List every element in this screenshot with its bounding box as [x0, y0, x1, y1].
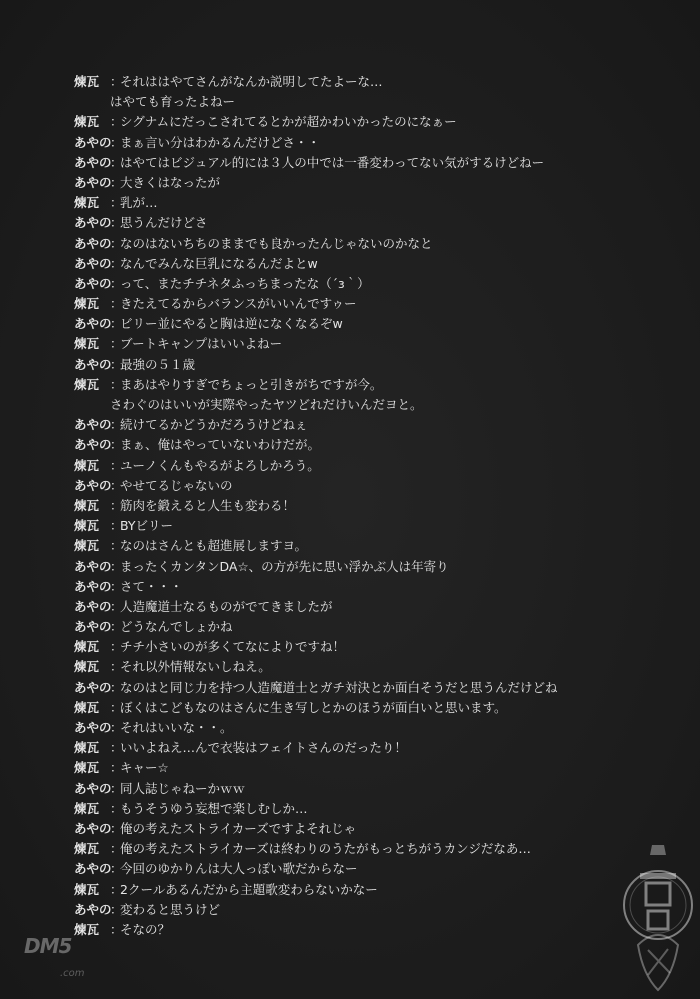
- dialogue-line: [74, 476, 674, 496]
- dialogue-text: もうそうゆう妄想で楽しむしか…: [120, 800, 308, 816]
- speaker-name: 煉瓦: [74, 740, 100, 756]
- speaker-name: 煉瓦: [74, 114, 100, 130]
- speaker-name: あやの: [74, 598, 112, 614]
- dialogue-line: [74, 133, 674, 153]
- dialogue-text: まったくカンタンDA☆、の方が先に思い浮かぶ人は年寄り: [120, 558, 449, 574]
- speaker-name: あやの: [74, 215, 112, 231]
- dialogue-text: シグナムにだっこされてるとかが超かわいかったのになぁー: [120, 114, 457, 130]
- dialogue-line: [74, 496, 674, 516]
- dialogue-line: [74, 718, 674, 738]
- dialogue-line: [74, 577, 674, 597]
- speaker-separator: ：: [110, 336, 123, 352]
- dialogue-text: いいよねえ…んで衣装はフェイトさんのだったり！: [120, 740, 407, 756]
- speaker-separator: ：: [110, 598, 123, 614]
- speaker-name: あやの: [74, 820, 112, 836]
- speaker-name: 煉瓦: [74, 336, 100, 352]
- dm5-domain-watermark: .com: [60, 968, 85, 979]
- dialogue-line: [74, 880, 674, 900]
- speaker-separator: ：: [110, 215, 123, 231]
- speaker-separator: ：: [110, 699, 123, 715]
- dialogue-text: それははやてさんがなんか説明してたよーな…: [120, 74, 383, 89]
- dialogue-text: チチ小さいのが多くてなによりですね！: [120, 639, 346, 655]
- dialogue-line: [74, 415, 674, 435]
- dialogue-line: [74, 274, 674, 294]
- dialogue-text: きたえてるからバランスがいいんですゥー: [120, 296, 357, 312]
- dm5-watermark: DM5: [24, 934, 72, 958]
- speaker-name: あやの: [74, 901, 112, 917]
- dialogue-line: [74, 213, 674, 233]
- speaker-separator: ：: [110, 174, 123, 190]
- dialogue-text: 今回のゆかりんは大人っぽい歌だからなー: [120, 861, 358, 877]
- speaker-name: 煉瓦: [74, 457, 100, 473]
- dialogue-text: そなの？: [120, 921, 171, 937]
- speaker-separator: ：: [110, 134, 123, 150]
- speaker-name: あやの: [74, 437, 112, 453]
- speaker-name: 煉瓦: [74, 800, 100, 816]
- speaker-separator: ：: [110, 639, 123, 655]
- dialogue-text: 筋肉を鍛えると人生も変わる！: [120, 497, 296, 513]
- dialogue-line: [74, 92, 674, 112]
- dialogue-text: 変わると思うけど: [120, 901, 221, 917]
- dialogue-text: 俺の考えたストライカーズですよそれじゃ: [120, 820, 357, 836]
- speaker-name: あやの: [74, 275, 112, 291]
- speaker-separator: ：: [110, 921, 123, 937]
- speaker-separator: ：: [110, 619, 123, 635]
- speaker-name: 煉瓦: [74, 659, 100, 675]
- speaker-name: 煉瓦: [74, 376, 100, 392]
- dialogue-text: まぁ言い分はわかるんだけどさ・・: [120, 134, 321, 150]
- speaker-name: 煉瓦: [74, 760, 100, 776]
- dialogue-text: BYビリー: [120, 518, 174, 534]
- dialogue-line: [74, 536, 674, 556]
- speaker-separator: ：: [110, 659, 123, 675]
- speaker-separator: ：: [110, 780, 123, 796]
- dialogue-line: [74, 435, 674, 455]
- speaker-separator: ：: [110, 114, 123, 130]
- speaker-name: あやの: [74, 356, 112, 372]
- speaker-name: 煉瓦: [74, 195, 100, 211]
- dialogue-line: [74, 920, 674, 940]
- dialogue-text: ビリー並にやると胸は逆になくなるぞw: [120, 316, 343, 332]
- dialogue-text: ブートキャンプはいいよねー: [120, 336, 283, 352]
- dialogue-line: [74, 456, 674, 476]
- speaker-separator: ：: [110, 497, 123, 513]
- dialogue-text: ぼくはこどもなのはさんに生き写しとかのほうが面白いと思います。: [120, 699, 507, 715]
- dialogue-line: [74, 516, 674, 536]
- dialogue-line: [74, 657, 674, 677]
- speaker-separator: ：: [110, 538, 123, 554]
- speaker-name: あやの: [74, 477, 112, 493]
- dialogue-text: さて・・・: [120, 578, 183, 594]
- speaker-separator: ：: [110, 154, 123, 170]
- dialogue-text: はやても育ったよねー: [110, 94, 236, 110]
- speaker-separator: ：: [110, 800, 123, 816]
- speaker-separator: ：: [110, 255, 123, 271]
- dialogue-text: 人造魔道士なるものがでてきましたが: [120, 598, 333, 614]
- speaker-name: あやの: [74, 720, 112, 735]
- dialogue-line: [74, 355, 674, 375]
- speaker-separator: ：: [110, 437, 123, 453]
- dialogue-line: [74, 758, 674, 778]
- speaker-name: あやの: [74, 558, 112, 574]
- speaker-separator: ：: [110, 457, 123, 473]
- speaker-separator: ：: [110, 578, 123, 594]
- dialogue-text: まぁ、俺はやっていないわけだが。: [120, 437, 321, 453]
- speaker-separator: ：: [110, 841, 123, 857]
- dialogue-line: [74, 900, 674, 920]
- speaker-name: あやの: [74, 174, 112, 190]
- dialogue-line: [74, 637, 674, 657]
- dialogue-line: [74, 153, 674, 173]
- dialogue-text: なのはないちちのままでも良かったんじゃないのかなと: [120, 235, 433, 251]
- speaker-name: あやの: [74, 679, 112, 695]
- speaker-separator: ：: [110, 881, 123, 897]
- yuri-seal-watermark: [618, 845, 696, 995]
- speaker-name: 煉瓦: [74, 921, 100, 937]
- dialogue-line: [74, 779, 674, 799]
- dialogue-text: キャー☆: [120, 760, 169, 776]
- dialogue-text: 2クールあるんだから主題歌変わらないかなー: [120, 881, 378, 897]
- speaker-separator: ：: [110, 356, 123, 372]
- dialogue-line: [74, 234, 674, 254]
- speaker-name: 煉瓦: [74, 497, 100, 513]
- speaker-name: あやの: [74, 316, 112, 332]
- speaker-separator: ：: [110, 195, 123, 211]
- speaker-separator: ：: [110, 820, 123, 836]
- dialogue-text: 思うんだけどさ: [120, 215, 208, 231]
- dialogue-text: さわぐのはいいが実際やったヤツどれだけいんだヨと。: [110, 397, 423, 412]
- dialogue-line: [74, 617, 674, 637]
- dialogue-text: 最強の５１歳: [120, 356, 196, 372]
- dialogue-line: [74, 738, 674, 758]
- speaker-separator: ：: [110, 760, 123, 776]
- speaker-separator: ：: [110, 679, 123, 695]
- speaker-separator: ：: [110, 417, 123, 433]
- speaker-name: あやの: [74, 578, 112, 594]
- dialogue-line: [74, 859, 674, 879]
- dialogue-line: [74, 294, 674, 314]
- speaker-name: あやの: [74, 255, 112, 271]
- dialogue-text: なのはと同じ力を持つ人造魔道士とガチ対決とか面白そうだと思うんだけどね: [120, 679, 558, 695]
- speaker-name: あやの: [74, 235, 112, 251]
- speaker-separator: ：: [110, 477, 123, 493]
- speaker-separator: ：: [110, 901, 123, 917]
- dialogue-text: はやてはビジュアル的には３人の中では一番変わってない気がするけどねー: [120, 154, 545, 170]
- speaker-name: あやの: [74, 134, 112, 150]
- speaker-separator: ：: [110, 235, 123, 251]
- dialogue-line: [74, 72, 674, 92]
- speaker-separator: ：: [110, 275, 123, 291]
- speaker-name: 煉瓦: [74, 518, 100, 534]
- dialogue-text: ユーノくんもやるがよろしかろう。: [120, 457, 320, 473]
- speaker-separator: ：: [110, 376, 123, 392]
- dialogue-line: [74, 557, 674, 577]
- speaker-separator: ：: [110, 740, 123, 756]
- speaker-name: 煉瓦: [74, 296, 100, 312]
- speaker-separator: ：: [110, 518, 123, 534]
- dialogue-line: [74, 254, 674, 274]
- speaker-separator: ：: [110, 296, 123, 312]
- speaker-name: あやの: [74, 417, 112, 433]
- dialogue-line: [74, 334, 674, 354]
- dialogue-text: どうなんでしょかね: [120, 619, 233, 635]
- speaker-separator: ：: [110, 74, 123, 89]
- dialogue-line: [74, 395, 674, 415]
- dialogue-text: なのはさんとも超進展しますヨ。: [120, 538, 308, 554]
- speaker-name: あやの: [74, 619, 112, 635]
- dialogue-line: [74, 375, 674, 395]
- dialogue-line: [74, 173, 674, 193]
- speaker-name: あやの: [74, 780, 112, 796]
- dialogue-text: 乳が…: [120, 195, 158, 211]
- dialogue-line: [74, 597, 674, 617]
- dialogue-line: [74, 112, 674, 132]
- dialogue-line: [74, 819, 674, 839]
- speaker-name: 煉瓦: [74, 639, 100, 655]
- dialogue-text: それ以外情報ないしねえ。: [120, 659, 271, 675]
- dialogue-line: [74, 698, 674, 718]
- dialogue-text: 俺の考えたストライカーズは終わりのうたがもっとちがうカンジだなあ…: [120, 841, 531, 857]
- speaker-separator: ：: [110, 720, 123, 735]
- speaker-name: あやの: [74, 154, 112, 170]
- speaker-name: あやの: [74, 861, 112, 877]
- dialogue-text: 続けてるかどうかだろうけどねぇ: [120, 417, 308, 433]
- speaker-name: 煉瓦: [74, 538, 100, 554]
- dialogue-text: まあはやりすぎでちょっと引きがちですが今。: [120, 376, 383, 392]
- dialogue-text: やせてるじゃないの: [120, 477, 233, 493]
- dialogue-text: って、またチチネタふっちまったな（´з｀）: [120, 275, 370, 291]
- dialogue-line: [74, 799, 674, 819]
- dialogue-text: 同人誌じゃねーかｗｗ: [120, 780, 246, 796]
- dialogue-line: [74, 314, 674, 334]
- dialogue-line: [74, 839, 674, 859]
- speaker-name: 煉瓦: [74, 699, 100, 715]
- speaker-name: 煉瓦: [74, 74, 100, 89]
- dialogue-text: なんでみんな巨乳になるんだよとw: [120, 255, 318, 271]
- speaker-separator: ：: [110, 558, 123, 574]
- speaker-name: 煉瓦: [74, 881, 100, 897]
- speaker-name: 煉瓦: [74, 841, 100, 857]
- speaker-separator: ：: [110, 861, 123, 877]
- dialogue-line: [74, 193, 674, 213]
- dialogue-text: それはいいな・・。: [120, 720, 233, 735]
- dialogue-line: [74, 678, 674, 698]
- dialogue-transcript: [74, 72, 674, 940]
- speaker-separator: ：: [110, 316, 123, 332]
- dialogue-text: 大きくはなったが: [120, 174, 221, 190]
